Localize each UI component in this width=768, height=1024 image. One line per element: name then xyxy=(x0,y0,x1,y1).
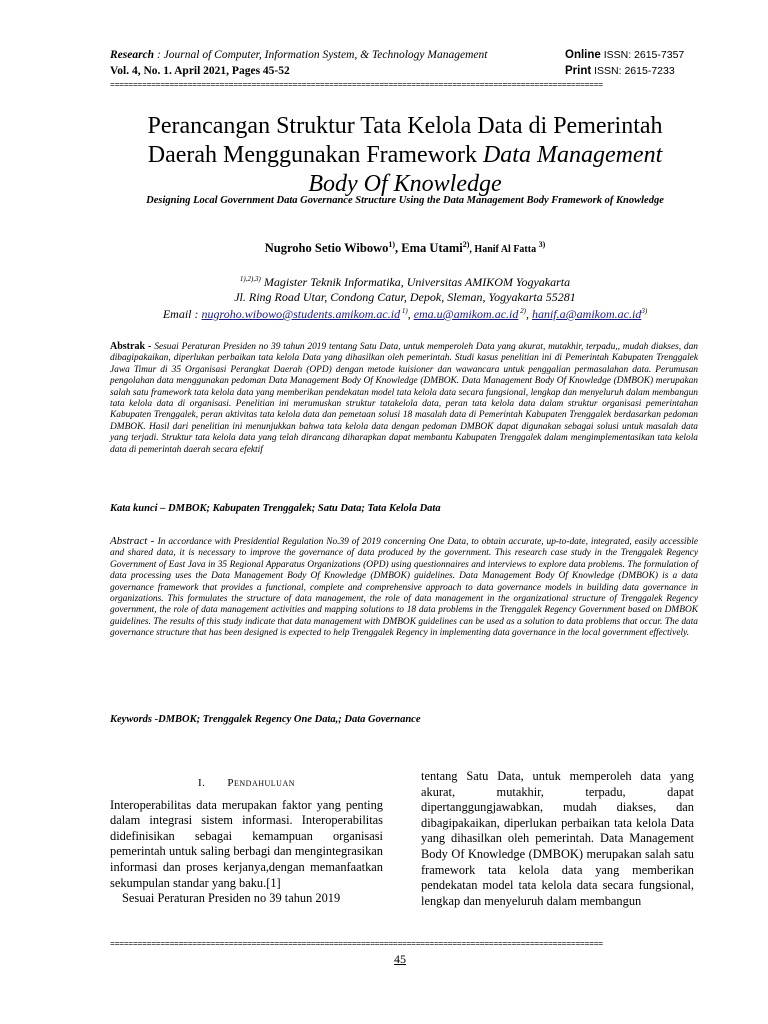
header-rule: ============================================================================================================ xyxy=(110,81,603,90)
author-3-sup: 3) xyxy=(538,240,546,249)
abstract-en-lead: Abstract - xyxy=(110,535,158,547)
abstract-indonesian xyxy=(110,341,698,456)
author-2-sup: 2) xyxy=(462,240,470,249)
intro-paragraph-1: Interoperabilitas data merupakan faktor yang penting dalam integrasi sistem informasi. Interoperabilitas didefinisikan sebagai kemampuan organisasi pemerintah untuk saling berbagi dan mengintegrasikan informasi dan proses kerjanya,dengan memanfaatkan sekumpulan standar yang baku.[1] xyxy=(110,797,383,890)
title-line-3: Body Of Knowledge xyxy=(308,171,502,197)
author-3: , Hanif Al Fatta xyxy=(469,244,539,256)
journal-prefix: Research xyxy=(110,49,155,61)
intro-paragraph-continued: tentang Satu Data, untuk memperoleh data yang akurat, mutakhir, terpadu, dapat dipertanggungjawabkan, mudah diakses, dan dibagipakaikan, diperlukan perbaikan tata kelola Data yang dihasilkan oleh pemerintah. Data Management Body Of Knowledge (DMBOK) merupakan salah satu framework tata kelola data yang memberikan pendekatan model tata kelola data secara fungsional, lengkap dan menyeluruh dalam membangun xyxy=(421,769,694,908)
email-label: Email : xyxy=(162,307,202,321)
section-number: I. xyxy=(197,777,206,789)
email-link-1[interactable]: nugroho.wibowo@students.amikom.ac.id xyxy=(201,307,401,321)
email-link-3[interactable]: hanif.a@amikom.ac.id xyxy=(531,307,642,321)
affiliation-address: Jl. Ring Road Utar, Condong Catur, Depok, Sleman, Yogyakarta 55281 xyxy=(234,289,576,304)
email-sup-1: 1) xyxy=(400,307,408,315)
keywords-indonesian: Kata kunci – DMBOK; Kabupaten Trenggalek; Satu Data; Tata Kelola Data xyxy=(110,503,441,514)
abstract-id-body: Sesuai Peraturan Presiden no 39 tahun 2019 tentang Satu Data, untuk memperoleh Data yang akurat, mutakhir, terpadu,, mudah diakses, dan dibagipakaikan, diperlukan perbaikan tata kelola Data yang dihasilkan oleh pemerintah. Studi kasus penelitian ini di Pemerintah Kabupaten Trenggalek Jawa Timur di 35 Organisasi Perangkat Daerah (OPD) dengan metode kuisioner dan wawancara untuk penggalian permasalahan data. Perumusan pengolahan data menggunakan pedoman Data Management Body Of Knowledge (DMBOK. Data Management Body Of Knowledge (DMBOK) merupakan salah satu framework tata kelola data yang memberikan pendekatan model tata kelola data secara fungsional, lengkap dan menyeluruh dalam membangun tata kelola data di organisasi. Penelitian ini merumuskan struktur tatakelola data, peran tata kelola data dalam struktur organisasi pemerintahan Kabupaten Trenggalek, peran aktivitas tata kelola data dan pemetaan solusi 18 masalah data di Pemerintah Kabupaten Trenggalek berdasarkan pedoman DMBOK. Hasil dari penelitian ini menunjukkan bahwa tata kelola data dengan pedoman DMBOK dapat digunakan sebagai solusi untuk masalah data yang terjadi. Struktur tata kelola data yang telah dirancang diharapkan dapat membantu Kabupaten Trenggalek dalam mengimplementasikan tata kelola data di pemerintah daerah secara efektif xyxy=(110,342,698,455)
author-1: Nugroho Setio Wibowo xyxy=(264,241,389,256)
author-1-sup: 1) xyxy=(388,240,396,249)
section-title: Pendahuluan xyxy=(227,777,296,789)
email-sup-3: 3) xyxy=(641,307,648,315)
intro-paragraph-2: Sesuai Peraturan Presiden no 39 tahun 2019 xyxy=(122,891,341,906)
journal-title-line xyxy=(110,47,560,63)
online-issn-value: ISSN: 2615-7357 xyxy=(600,49,685,61)
journal-header xyxy=(110,47,560,79)
email-link-2[interactable]: ema.u@amikom.ac.id xyxy=(413,307,519,321)
online-issn xyxy=(565,47,715,63)
author-list xyxy=(110,240,700,256)
email-sup-2: 2) xyxy=(518,307,526,315)
paper-title xyxy=(100,112,710,199)
paper-subtitle: Designing Local Government Data Governance Structure Using the Data Management Body Framework of Knowledge xyxy=(146,195,664,206)
online-label: Online xyxy=(565,49,601,61)
abstract-english xyxy=(110,536,698,640)
page-number: 45 xyxy=(394,952,406,966)
email-line: Email : nugroho.wibowo@students.amikom.ac.id $^{1)}$, ema.u@amikom.ac.id $^{2)}$, $hanif.a@amikom.ac.id^{3)}$ xyxy=(162,307,648,321)
journal-volume: Vol. 4, No. 1. April 2021, Pages 45-52 xyxy=(110,65,290,77)
body-right-column xyxy=(421,769,694,909)
journal-name: : Journal of Computer, Information System, & Technology Management xyxy=(154,49,488,61)
title-line-2 xyxy=(100,141,710,170)
author-2: , Ema Utami xyxy=(395,241,463,256)
title-line-1: Perancangan Struktur Tata Kelola Data di Pemerintah xyxy=(147,113,663,139)
abstract-id-lead: Abstrak - xyxy=(110,341,155,352)
title-line-2-italic: Data Management xyxy=(482,142,663,168)
section-heading xyxy=(110,776,383,792)
affiliation-sup: 1),2),3) xyxy=(239,275,261,283)
abstract-en-body: In accordance with Presidential Regulation No.39 of 2019 concerning One Data, to obtain accurate, up-to-date, integrated, easily accessible and shared data, it is necessary to improve the governance of data produced by the government. This research case study in the Trenggalek Regency Government of East Java in 35 Regional Apparatus Organizations (OPD) using questionnaires and interviews to explore data problems. The formulation of data processing uses the Data Management Body Of Knowledge (DMBOK) guidelines. Data Management Body Of Knowledge (DMBOK) is a data governance framework that provides a functional, complete and comprehensive approach to data governance models in building data governance in organizations. This formulates the structure of data management, the role of data management in the organizational structure of Trenggalek Regency government, the role of data management activities and mapping solutions to 18 data problems in the Trenggalek Regency Government based on DMBOK guidelines. The results of this study indicate that data management with DMBOK guidelines can be used as a solution to data problems that occur. The data governance structure that has been designed is expected to help Trenggalek Regency in implementing data governance in the local government effectively. xyxy=(110,537,698,639)
print-issn-value: ISSN: 2615-7233 xyxy=(591,65,675,77)
print-label: Print xyxy=(565,65,592,77)
affiliation-institution: Magister Teknik Informatika, Universitas AMIKOM Yogyakarta xyxy=(260,275,571,289)
affiliation xyxy=(110,272,700,322)
keywords-english: Keywords -DMBOK; Trenggalek Regency One Data,; Data Governance xyxy=(110,714,421,725)
affiliation-line-1 xyxy=(110,272,700,290)
print-issn xyxy=(565,63,715,79)
body-left-column xyxy=(110,776,383,907)
title-line-2-plain: Daerah Menggunakan Framework xyxy=(147,142,483,168)
issn-block xyxy=(565,47,715,79)
footer-rule: ============================================================================================================ xyxy=(110,940,603,949)
